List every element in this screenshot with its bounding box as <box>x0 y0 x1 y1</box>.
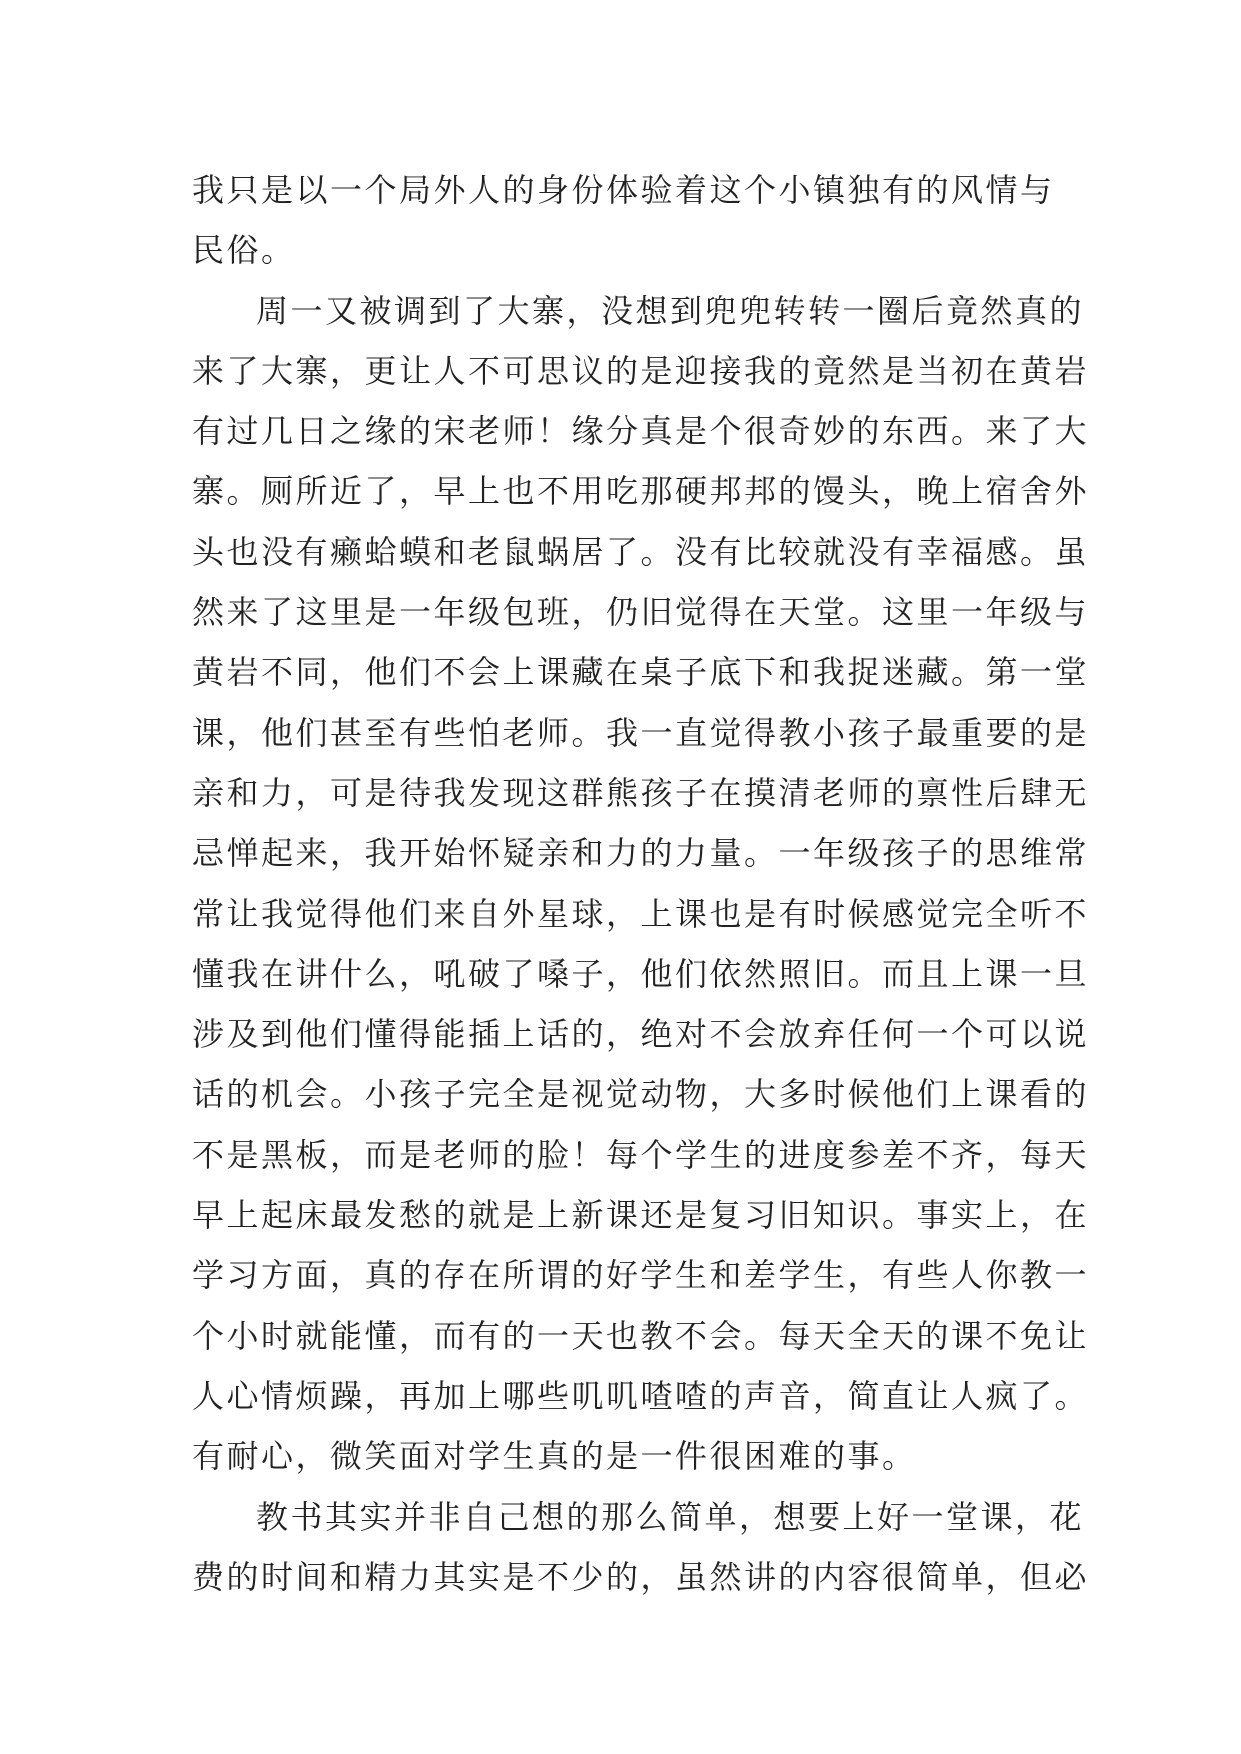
text-line: 然来了这里是一年级包班，仍旧觉得在天堂。这里一年级与 <box>192 593 1090 632</box>
text-line: 不是黑板，而是老师的脸！每个学生的进度参差不齐，每天 <box>192 1135 1090 1174</box>
text-line: 有过几日之缘的宋老师！缘分真是个很奇妙的东西。来了大 <box>192 412 1090 451</box>
text-line: 亲和力，可是待我发现这群熊孩子在摸清老师的禀性后肆无 <box>192 773 1090 812</box>
text-line: 人心情烦躁，再加上哪些叽叽喳喳的声音，简直让人疯了。 <box>192 1376 1090 1415</box>
text-line: 课，他们甚至有些怕老师。我一直觉得教小孩子最重要的是 <box>192 713 1090 752</box>
text-line: 涉及到他们懂得能插上话的，绝对不会放弃任何一个可以说 <box>192 1015 1090 1054</box>
paragraph-start-line: 教书其实并非自己想的那么简单，想要上好一堂课，花 <box>256 1497 1085 1536</box>
text-line: 我只是以一个局外人的身份体验着这个小镇独有的风情与 <box>192 171 1055 209</box>
text-line: 民俗。 <box>192 231 296 270</box>
text-line: 话的机会。小孩子完全是视觉动物，大多时候他们上课看的 <box>192 1075 1090 1114</box>
text-line: 学习方面，真的存在所谓的好学生和差学生，有些人你教一 <box>192 1256 1090 1295</box>
text-line: 黄岩不同，他们不会上课藏在桌子底下和我捉迷藏。第一堂 <box>192 653 1090 692</box>
text-line: 常让我觉得他们来自外星球，上课也是有时候感觉完全听不 <box>192 894 1090 933</box>
text-line: 个小时就能懂，而有的一天也教不会。每天全天的课不免让 <box>192 1316 1090 1355</box>
text-line: 费的时间和精力其实是不少的，虽然讲的内容很简单，但必 <box>192 1557 1090 1596</box>
text-line: 早上起床最发愁的就是上新课还是复习旧知识。事实上，在 <box>192 1196 1090 1235</box>
text-line: 头也没有癞蛤蟆和老鼠蜗居了。没有比较就没有幸福感。虽 <box>192 532 1090 571</box>
text-line: 寨。厕所近了，早上也不用吃那硬邦邦的馒头，晚上宿舍外 <box>192 472 1090 511</box>
text-line: 来了大寨，更让人不可思议的是迎接我的竟然是当初在黄岩 <box>192 351 1090 390</box>
text-line: 忌惮起来，我开始怀疑亲和力的力量。一年级孩子的思维常 <box>192 834 1090 873</box>
text-line: 有耐心，微笑面对学生真的是一件很困难的事。 <box>192 1437 917 1476</box>
text-line: 懂我在讲什么，吼破了嗓子，他们依然照旧。而且上课一旦 <box>192 954 1090 993</box>
body-text <box>192 160 1090 1607</box>
paragraph-start-line: 周一又被调到了大寨，没想到兜兜转转一圈后竟然真的 <box>256 291 1085 330</box>
